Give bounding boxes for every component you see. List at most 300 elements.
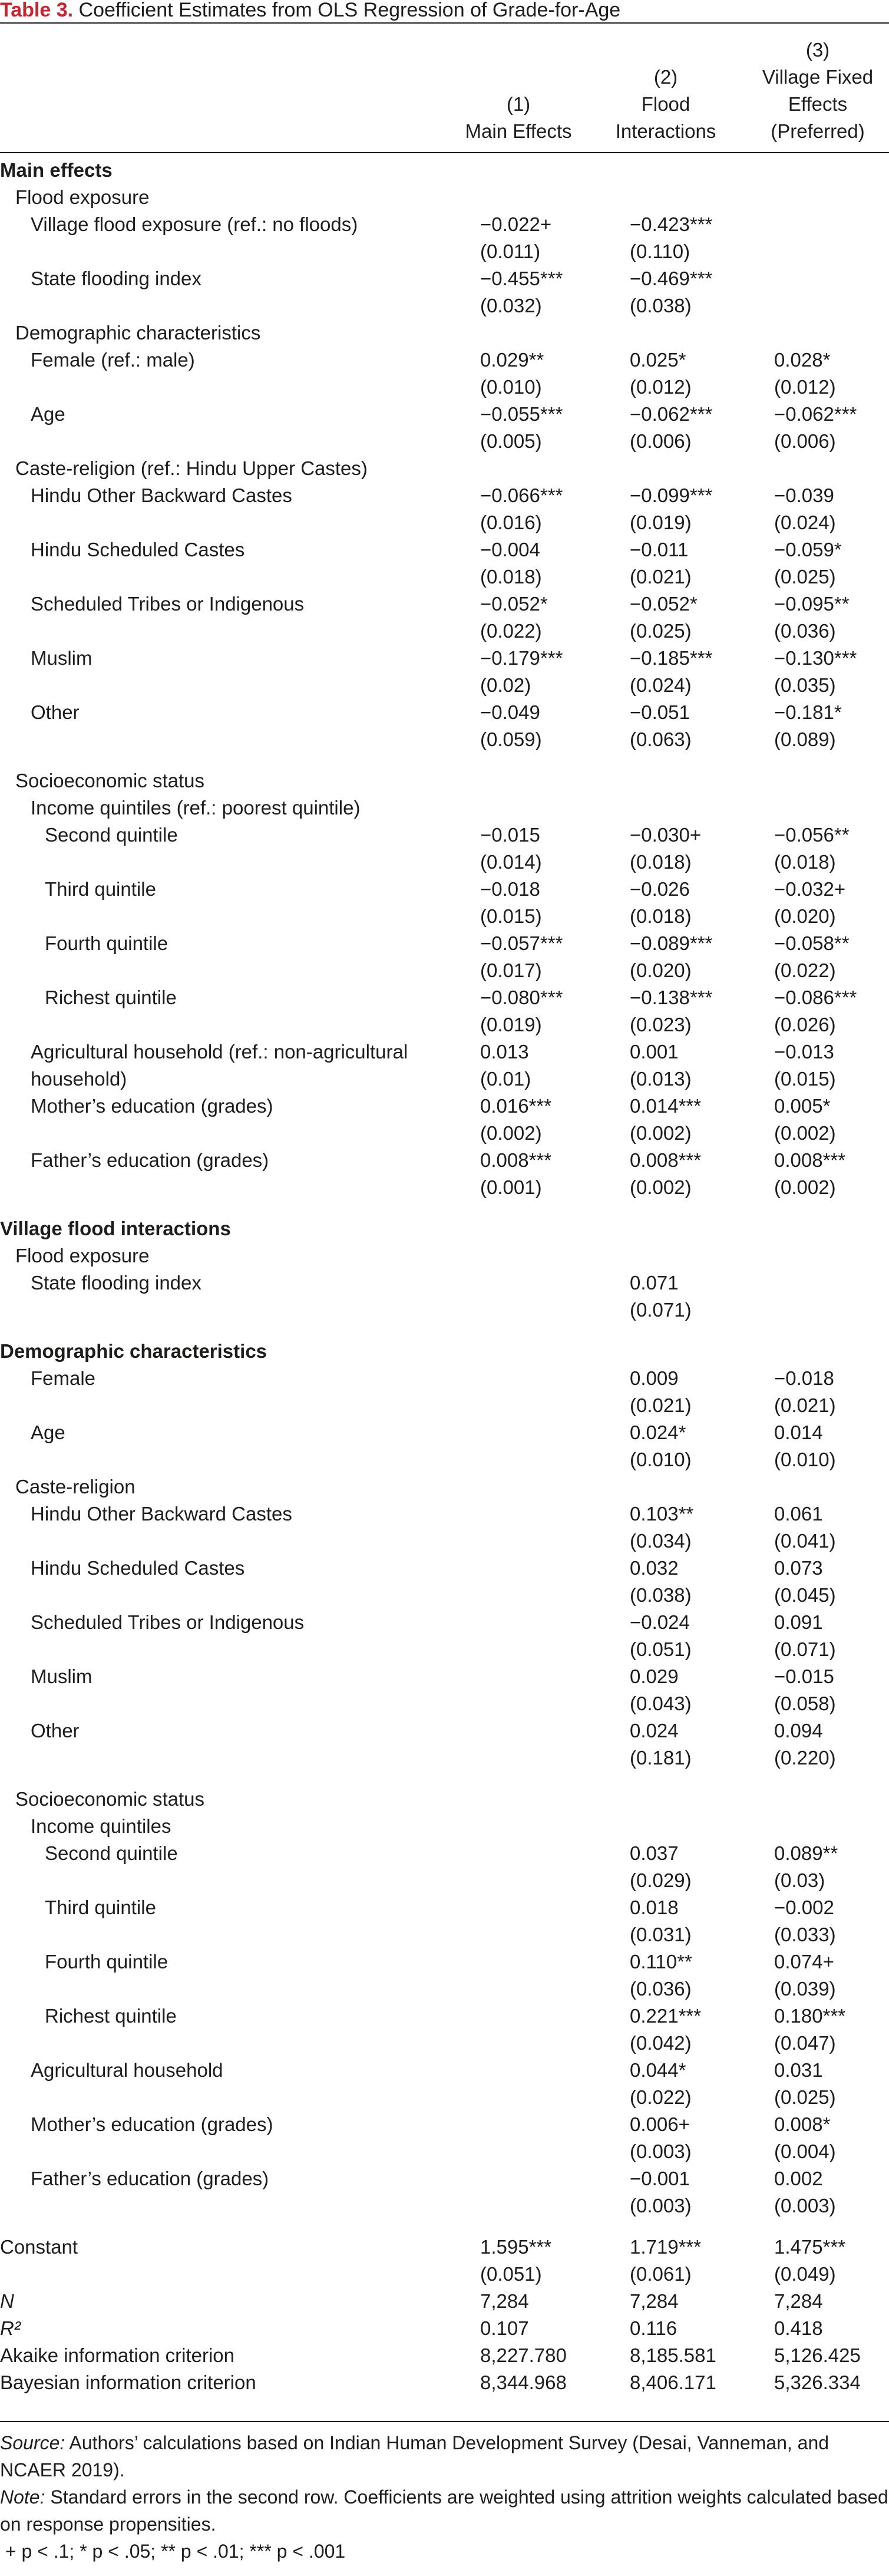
cell-col-2: −0.052* (630, 593, 698, 615)
cell-col-2: 8,185.581 (630, 2344, 716, 2366)
row-label: Hindu Other Backward Castes (31, 484, 292, 506)
cell-col-3: (0.049) (774, 2263, 836, 2285)
table-row (0, 2288, 889, 2315)
cell-col-1: 0.107 (480, 2317, 529, 2339)
table-section-row (0, 1473, 889, 1500)
table-row (0, 1011, 889, 1038)
table-row (0, 876, 889, 903)
cell-col-1: −0.049 (480, 701, 540, 723)
cell-col-3: (0.03) (774, 1869, 825, 1891)
cell-col-1: (0.005) (480, 430, 542, 452)
cell-col-1: −0.022+ (480, 213, 552, 235)
row-label: Father’s education (grades) (31, 1149, 269, 1171)
column-header-line: Village Fixed (762, 66, 874, 88)
column-header-line: Effects (788, 93, 848, 115)
table-row (0, 2111, 889, 2138)
table-row (0, 1066, 889, 1093)
table-row (0, 1446, 889, 1473)
cell-col-2: −0.062*** (630, 403, 713, 425)
cell-col-2: 0.037 (630, 1842, 679, 1864)
cell-col-2: (0.013) (630, 1068, 692, 1090)
cell-col-2: (0.002) (630, 1122, 692, 1144)
table-row (0, 2003, 889, 2030)
cell-col-1: −0.018 (480, 878, 540, 900)
cell-col-2: −0.423*** (630, 213, 713, 235)
table-section-row (0, 184, 889, 211)
cell-col-3: (0.010) (774, 1449, 836, 1470)
cell-col-2: (0.010) (630, 1449, 692, 1470)
cell-col-2: 8,406.171 (630, 2371, 716, 2393)
table-row (0, 1840, 889, 1867)
cell-col-2: −0.099*** (630, 484, 713, 506)
cell-col-2: (0.110) (630, 240, 690, 262)
header-rule (0, 152, 889, 153)
table-row (0, 1975, 889, 2003)
cell-col-2: (0.024) (630, 674, 692, 696)
cell-col-2: 0.032 (630, 1557, 679, 1579)
cell-col-1: (0.022) (480, 620, 542, 642)
table-row (0, 1147, 889, 1174)
cell-col-3: −0.015 (774, 1665, 834, 1687)
table-section-row (0, 1215, 889, 1242)
table-section-row (0, 319, 889, 347)
cell-col-2: (0.038) (630, 1584, 692, 1606)
cell-col-1: 0.029** (480, 349, 544, 371)
cell-col-2: (0.061) (630, 2263, 692, 2285)
cell-col-3: −0.086*** (774, 987, 857, 1008)
table-caption (0, 0, 620, 24)
column-header-line: (3) (805, 39, 830, 61)
table-row (0, 1717, 889, 1744)
cell-col-1: (0.002) (480, 1122, 542, 1144)
cell-col-3: 0.073 (774, 1557, 823, 1579)
cell-col-3: (0.033) (774, 1924, 836, 1945)
row-label: Other (31, 1720, 80, 1741)
cell-col-2: −0.011 (630, 539, 689, 560)
cell-col-2: (0.031) (630, 1924, 692, 1945)
column-header-line: Interactions (615, 120, 716, 142)
cell-col-2: 0.044* (630, 2059, 686, 2081)
cell-col-3: (0.024) (774, 512, 836, 533)
table-row (0, 211, 889, 238)
row-label: Flood exposure (15, 186, 150, 208)
row-label: Hindu Scheduled Castes (31, 539, 245, 560)
cell-col-3: (0.004) (774, 2140, 836, 2162)
cell-col-2: −0.051 (630, 701, 690, 723)
cell-col-2: 0.018 (630, 1896, 679, 1918)
row-label: Female (ref.: male) (31, 349, 195, 371)
cell-col-3: (0.002) (774, 1122, 836, 1144)
table-row (0, 1582, 889, 1609)
table-row (0, 618, 889, 645)
cell-col-1: (0.02) (480, 674, 531, 696)
table-row (0, 1174, 889, 1201)
table-row (0, 2138, 889, 2165)
cell-col-3: −0.013 (774, 1041, 834, 1063)
cell-col-2: 0.103** (630, 1503, 694, 1525)
row-label: Village flood interactions (0, 1218, 231, 1239)
column-header-3 (747, 37, 888, 145)
cell-col-3: 0.005* (774, 1095, 831, 1117)
cell-col-2: −0.024 (630, 1611, 690, 1633)
table-row (0, 2165, 889, 2192)
cell-col-3: −0.130*** (774, 647, 857, 669)
cell-col-2: 0.009 (630, 1367, 679, 1389)
table-number: Table 3. (0, 0, 74, 21)
cell-col-1: −0.055*** (480, 403, 563, 425)
cell-col-1: (0.032) (480, 295, 542, 316)
cell-col-2: 0.008*** (630, 1149, 702, 1171)
cell-col-3: (0.047) (774, 2032, 836, 2054)
table-row (0, 2234, 889, 2261)
row-spacer (0, 753, 889, 767)
table-row (0, 1419, 889, 1446)
cell-col-3: (0.036) (774, 620, 836, 642)
cell-col-2: (0.018) (630, 851, 692, 873)
cell-col-3: 0.418 (774, 2317, 823, 2339)
cell-col-2: (0.018) (630, 905, 692, 927)
cell-col-1: (0.015) (480, 905, 542, 927)
table-section-row (0, 1786, 889, 1813)
cell-col-2: (0.006) (630, 430, 692, 452)
cell-col-2: (0.043) (630, 1693, 692, 1714)
cell-col-1: −0.057*** (480, 932, 563, 954)
cell-col-2: 0.001 (630, 1041, 679, 1063)
cell-col-1: −0.015 (480, 824, 540, 846)
cell-col-3: −0.002 (774, 1896, 834, 1918)
row-label: Muslim (31, 647, 92, 669)
table-row (0, 1867, 889, 1894)
cell-col-3: 0.094 (774, 1720, 823, 1741)
table-row (0, 699, 889, 726)
table-row (0, 428, 889, 455)
cell-col-3: 0.014 (774, 1421, 823, 1443)
table-row (0, 1120, 889, 1147)
table-row (0, 1038, 889, 1066)
cell-col-1: (0.010) (480, 376, 542, 398)
table-section-row (0, 157, 889, 184)
cell-col-1: 0.008*** (480, 1149, 552, 1171)
cell-col-3: −0.018 (774, 1367, 834, 1389)
significance-note (0, 2538, 889, 2565)
table-row (0, 1744, 889, 1772)
cell-col-3: 0.074+ (774, 1951, 834, 1973)
cell-col-3: 0.008*** (774, 1149, 846, 1171)
cell-col-2: −0.030+ (630, 824, 702, 846)
table-notes (0, 2429, 889, 2565)
cell-col-1: 7,284 (480, 2290, 529, 2312)
cell-col-3: (0.026) (774, 1014, 836, 1035)
column-header-2 (601, 37, 731, 145)
cell-col-3: 5,326.334 (774, 2371, 861, 2393)
source-text: Authors’ calculations based on Indian Human Development Survey (Desai, Vanneman, and NCAER 2019). (0, 2432, 829, 2481)
row-label: Other (31, 701, 80, 723)
cell-col-3: (0.015) (774, 1068, 836, 1090)
row-label: Female (31, 1367, 96, 1389)
cell-col-3: (0.045) (774, 1584, 836, 1606)
row-label: Agricultural household (31, 2059, 223, 2081)
row-label: Fourth quintile (45, 1951, 168, 1973)
cell-col-2: −0.138*** (630, 987, 713, 1008)
cell-col-1: (0.019) (480, 1014, 542, 1035)
cell-col-3: (0.022) (774, 959, 836, 981)
cell-col-2: 0.221*** (630, 2005, 702, 2027)
table-row (0, 2369, 889, 2396)
cell-col-1: (0.017) (480, 959, 542, 981)
cell-col-2: 7,284 (630, 2290, 679, 2312)
cell-col-2: (0.181) (630, 1747, 692, 1769)
row-label: Income quintiles (ref.: poorest quintile) (31, 797, 361, 819)
column-header-line: (Preferred) (771, 120, 865, 142)
cell-col-2: 0.110** (630, 1951, 692, 1973)
cell-col-2: 0.006+ (630, 2113, 690, 2135)
cell-col-3: 0.028* (774, 349, 831, 371)
table-row (0, 930, 889, 957)
row-label: State flooding index (31, 268, 201, 289)
column-header-line: Main Effects (465, 120, 572, 142)
cell-col-2: 0.025* (630, 349, 686, 371)
table-row (0, 984, 889, 1011)
table-row (0, 1269, 889, 1297)
cell-col-3: (0.002) (774, 1176, 836, 1198)
table-row (0, 374, 889, 401)
row-label: Mother’s education (grades) (31, 1095, 273, 1117)
cell-col-2: −0.185*** (630, 647, 713, 669)
cell-col-3: (0.025) (774, 566, 836, 588)
cell-col-2: (0.021) (630, 1394, 692, 1416)
row-label: Income quintiles (31, 1815, 171, 1837)
table-section-row (0, 455, 889, 482)
cell-col-1: (0.001) (480, 1176, 542, 1198)
cell-col-2: (0.019) (630, 512, 692, 533)
cell-col-3: (0.021) (774, 1394, 836, 1416)
cell-col-1: 0.016*** (480, 1095, 552, 1117)
cell-col-2: (0.023) (630, 1014, 692, 1035)
cell-col-1: −0.052* (480, 593, 548, 615)
cell-col-3: 0.091 (774, 1611, 823, 1633)
cell-col-2: 0.116 (630, 2317, 678, 2339)
cell-col-1: 8,227.780 (480, 2344, 567, 2366)
cell-col-2: (0.063) (630, 728, 692, 750)
table-row (0, 2342, 889, 2369)
row-label: Socioeconomic status (15, 770, 204, 791)
cell-col-2: (0.029) (630, 1869, 692, 1891)
row-label: Fourth quintile (45, 932, 168, 954)
cell-col-2: (0.038) (630, 295, 692, 316)
cell-col-3: (0.039) (774, 1978, 836, 2000)
cell-col-3: −0.032+ (774, 878, 846, 900)
row-label: Father’s education (grades) (31, 2168, 269, 2189)
table-section-row (0, 794, 889, 822)
cell-col-2: (0.051) (630, 1638, 692, 1660)
cell-col-1: 1.595*** (480, 2236, 552, 2258)
cell-col-1: −0.066*** (480, 484, 563, 506)
table-row (0, 482, 889, 509)
cell-col-3: (0.058) (774, 1693, 836, 1714)
table-row (0, 1690, 889, 1717)
row-label: Village flood exposure (ref.: no floods) (31, 213, 358, 235)
cell-col-2: (0.002) (630, 1176, 692, 1198)
cell-col-2: −0.001 (630, 2168, 690, 2189)
table-row (0, 1636, 889, 1663)
row-label: household) (31, 1068, 127, 1090)
cell-col-3: 5,126.425 (774, 2344, 861, 2366)
cell-col-3: (0.035) (774, 674, 836, 696)
table-row (0, 1528, 889, 1555)
cell-col-3: (0.220) (774, 1747, 836, 1769)
row-label: Mother’s education (grades) (31, 2113, 273, 2135)
row-label: Second quintile (45, 824, 178, 846)
table-row (0, 1500, 889, 1528)
cell-col-2: 0.014*** (630, 1095, 702, 1117)
table-row (0, 1921, 889, 1948)
cell-col-3: 7,284 (774, 2290, 823, 2312)
cell-col-3: −0.056** (774, 824, 850, 846)
cell-col-2: (0.022) (630, 2086, 692, 2108)
row-label: Caste-religion (ref.: Hindu Upper Castes) (15, 457, 368, 479)
table-section-row (0, 1813, 889, 1840)
table-row (0, 2192, 889, 2219)
row-label: Age (31, 1421, 65, 1443)
row-label: Demographic characteristics (0, 1340, 267, 1362)
row-spacer (0, 1201, 889, 1215)
table-row (0, 1297, 889, 1324)
cell-col-3: (0.018) (774, 851, 836, 873)
table-body (0, 157, 889, 2396)
row-label: Flood exposure (15, 1245, 150, 1266)
row-label: Akaike information criterion (0, 2344, 234, 2366)
table-row (0, 347, 889, 374)
row-label: Third quintile (45, 1896, 156, 1918)
cell-col-3: −0.058** (774, 932, 850, 954)
cell-col-3: (0.006) (774, 430, 836, 452)
row-label: Scheduled Tribes or Indigenous (31, 593, 305, 615)
column-header-line: (1) (506, 93, 531, 115)
row-label: Second quintile (45, 1842, 178, 1864)
table-row (0, 2057, 889, 2084)
row-label: Muslim (31, 1665, 92, 1687)
cell-col-1: −0.179*** (480, 647, 563, 669)
cell-col-1: (0.051) (480, 2263, 542, 2285)
table-row (0, 645, 889, 672)
column-header-line: (2) (653, 66, 678, 88)
row-label: N (0, 2290, 14, 2312)
table-row (0, 1555, 889, 1582)
cell-col-3: 1.475*** (774, 2236, 846, 2258)
cell-col-1: 8,344.968 (480, 2371, 567, 2393)
column-header-1 (454, 37, 583, 145)
column-header-line: Flood (641, 93, 690, 115)
cell-col-1: 0.013 (480, 1041, 529, 1063)
cell-col-2: (0.003) (630, 2195, 692, 2217)
cell-col-2: (0.021) (630, 566, 692, 588)
table-row (0, 849, 889, 876)
table-row (0, 672, 889, 699)
row-label: Socioeconomic status (15, 1788, 204, 1810)
cell-col-2: −0.026 (630, 878, 690, 900)
table-row (0, 563, 889, 591)
cell-col-2: −0.469*** (630, 268, 713, 289)
row-label: Constant (0, 2236, 78, 2258)
row-label: Caste-religion (15, 1476, 136, 1498)
table-row (0, 536, 889, 563)
cell-col-3: (0.003) (774, 2195, 836, 2217)
cell-col-3: (0.071) (774, 1638, 836, 1660)
row-label: Scheduled Tribes or Indigenous (31, 1611, 305, 1633)
top-rule (0, 22, 889, 24)
cell-col-2: (0.003) (630, 2140, 692, 2162)
table-row (0, 1609, 889, 1636)
cell-col-1: (0.011) (480, 240, 541, 262)
cell-col-3: (0.020) (774, 905, 836, 927)
cell-col-1: −0.455*** (480, 268, 563, 289)
cell-col-3: −0.059* (774, 539, 842, 560)
table-row (0, 903, 889, 930)
cell-col-1: −0.080*** (480, 987, 563, 1008)
cell-col-1: (0.018) (480, 566, 542, 588)
cell-col-2: −0.089*** (630, 932, 713, 954)
row-label: Hindu Other Backward Castes (31, 1503, 292, 1525)
table-row (0, 509, 889, 536)
row-label: Richest quintile (45, 2005, 177, 2027)
table-row (0, 822, 889, 849)
cell-col-1: (0.059) (480, 728, 542, 750)
table-section-row (0, 767, 889, 794)
row-label: Main effects (0, 159, 113, 181)
cell-col-3: −0.095** (774, 593, 850, 615)
table-row (0, 2261, 889, 2288)
cell-col-3: −0.039 (774, 484, 834, 506)
source-note (0, 2429, 889, 2483)
table-row (0, 1093, 889, 1120)
table-row (0, 2315, 889, 2342)
cell-col-2: (0.025) (630, 620, 692, 642)
table-row (0, 591, 889, 618)
cell-col-1: (0.016) (480, 512, 542, 533)
cell-col-2: 0.024* (630, 1421, 686, 1443)
row-spacer (0, 1772, 889, 1786)
table-row (0, 1948, 889, 1975)
cell-col-1: (0.014) (480, 851, 542, 873)
cell-col-2: 0.071 (630, 1272, 679, 1294)
cell-col-3: (0.089) (774, 728, 836, 750)
table-row (0, 1894, 889, 1921)
cell-col-2: 0.029 (630, 1665, 679, 1687)
table-section-row (0, 1338, 889, 1365)
general-note (0, 2483, 889, 2538)
cell-col-3: 0.002 (774, 2168, 823, 2189)
cell-col-2: (0.071) (630, 1299, 692, 1321)
cell-col-2: 1.719*** (630, 2236, 702, 2258)
table-row (0, 2084, 889, 2111)
row-label: R² (0, 2317, 21, 2339)
cell-col-3: −0.181* (774, 701, 842, 723)
table-row (0, 1365, 889, 1392)
row-label: State flooding index (31, 1272, 201, 1294)
source-label: Source: (0, 2432, 65, 2453)
table-row (0, 2030, 889, 2057)
table-row (0, 957, 889, 984)
cell-col-3: (0.012) (774, 376, 836, 398)
cell-col-3: 0.180*** (774, 2005, 846, 2027)
cell-col-2: (0.020) (630, 959, 692, 981)
cell-col-3: 0.031 (774, 2059, 823, 2081)
table-section-row (0, 1242, 889, 1269)
cell-col-2: (0.012) (630, 376, 692, 398)
table-row (0, 238, 889, 265)
table-row (0, 265, 889, 292)
table-row (0, 726, 889, 753)
